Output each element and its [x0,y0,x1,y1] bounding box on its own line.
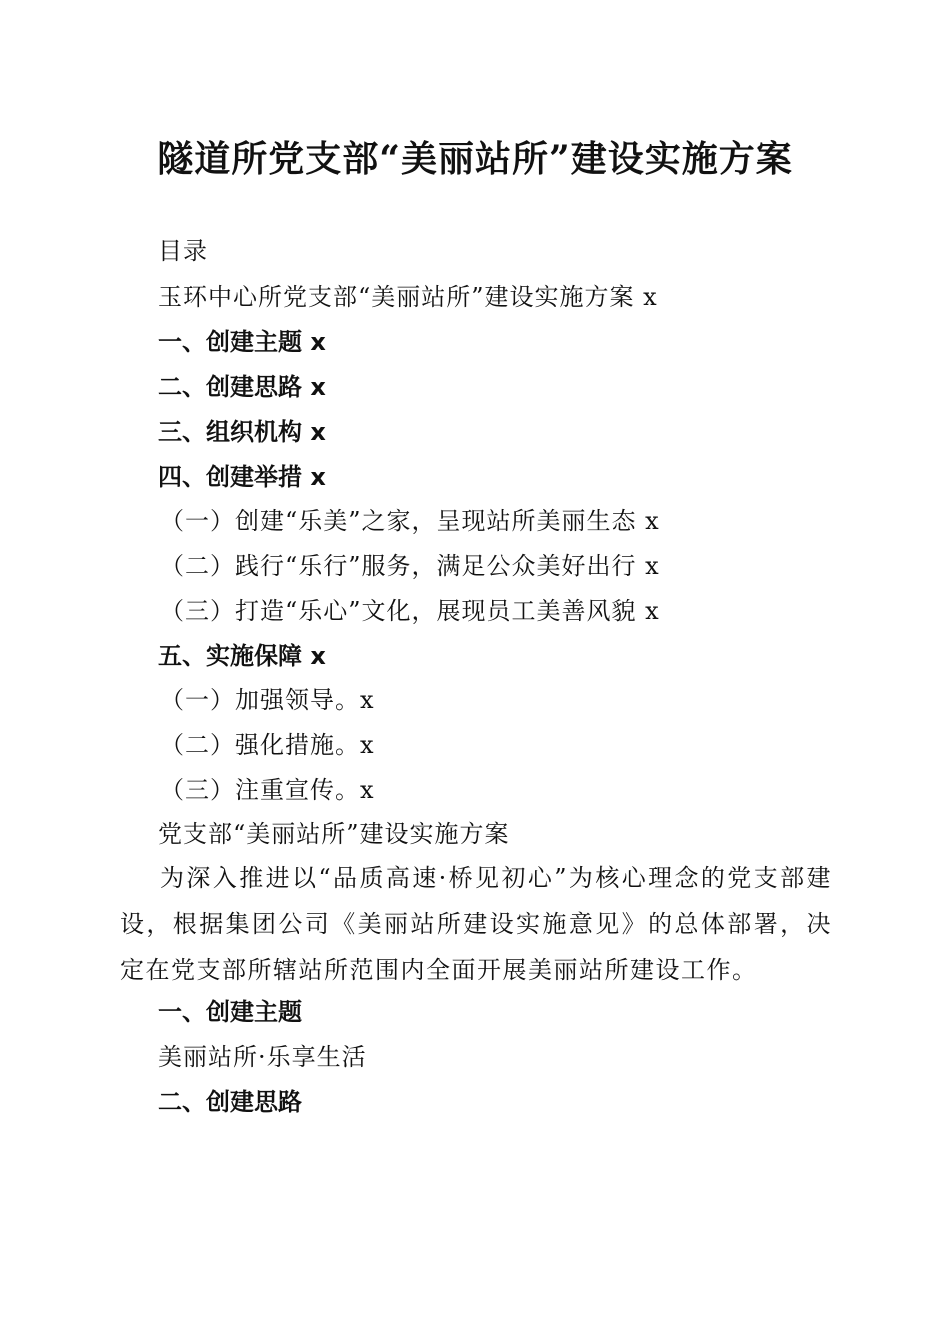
toc-entry: （一）加强领导。x [160,686,375,714]
toc-heading: 目录 [158,237,208,265]
toc-entry: 三、组织机构 x [158,418,326,446]
section-heading: 一、创建主题 [158,998,302,1026]
section-text: 美丽站所·乐享生活 [158,1043,367,1071]
toc-entry: （三）注重宣传。x [160,776,375,804]
toc-entry: 一、创建主题 x [158,328,326,356]
toc-entry: 玉环中心所党支部“美丽站所”建设实施方案 x [158,283,658,311]
toc-entry: （二）强化措施。x [160,731,375,759]
toc-entry: （一）创建“乐美”之家，呈现站所美丽生态 x [160,507,660,535]
body-subtitle: 党支部“美丽站所”建设实施方案 [158,820,510,848]
document-title: 隧道所党支部“美丽站所”建设实施方案 [157,138,793,180]
intro-paragraph: 为深入推进以“品质高速·桥见初心”为核心理念的党支部建设，根据集团公司《美丽站所建设实施意见》的总体部署，决定在党支部所辖站所范围内全面开展美丽站所建设工作。 [120,864,832,984]
toc-entry: 四、创建举措 x [158,463,326,491]
section-heading: 二、创建思路 [158,1088,302,1116]
toc-entry: 二、创建思路 x [158,373,326,401]
toc-entry: （二）践行“乐行”服务，满足公众美好出行 x [160,552,660,580]
toc-entry: （三）打造“乐心”文化，展现员工美善风貌 x [160,597,660,625]
toc-entry: 五、实施保障 x [158,642,326,670]
